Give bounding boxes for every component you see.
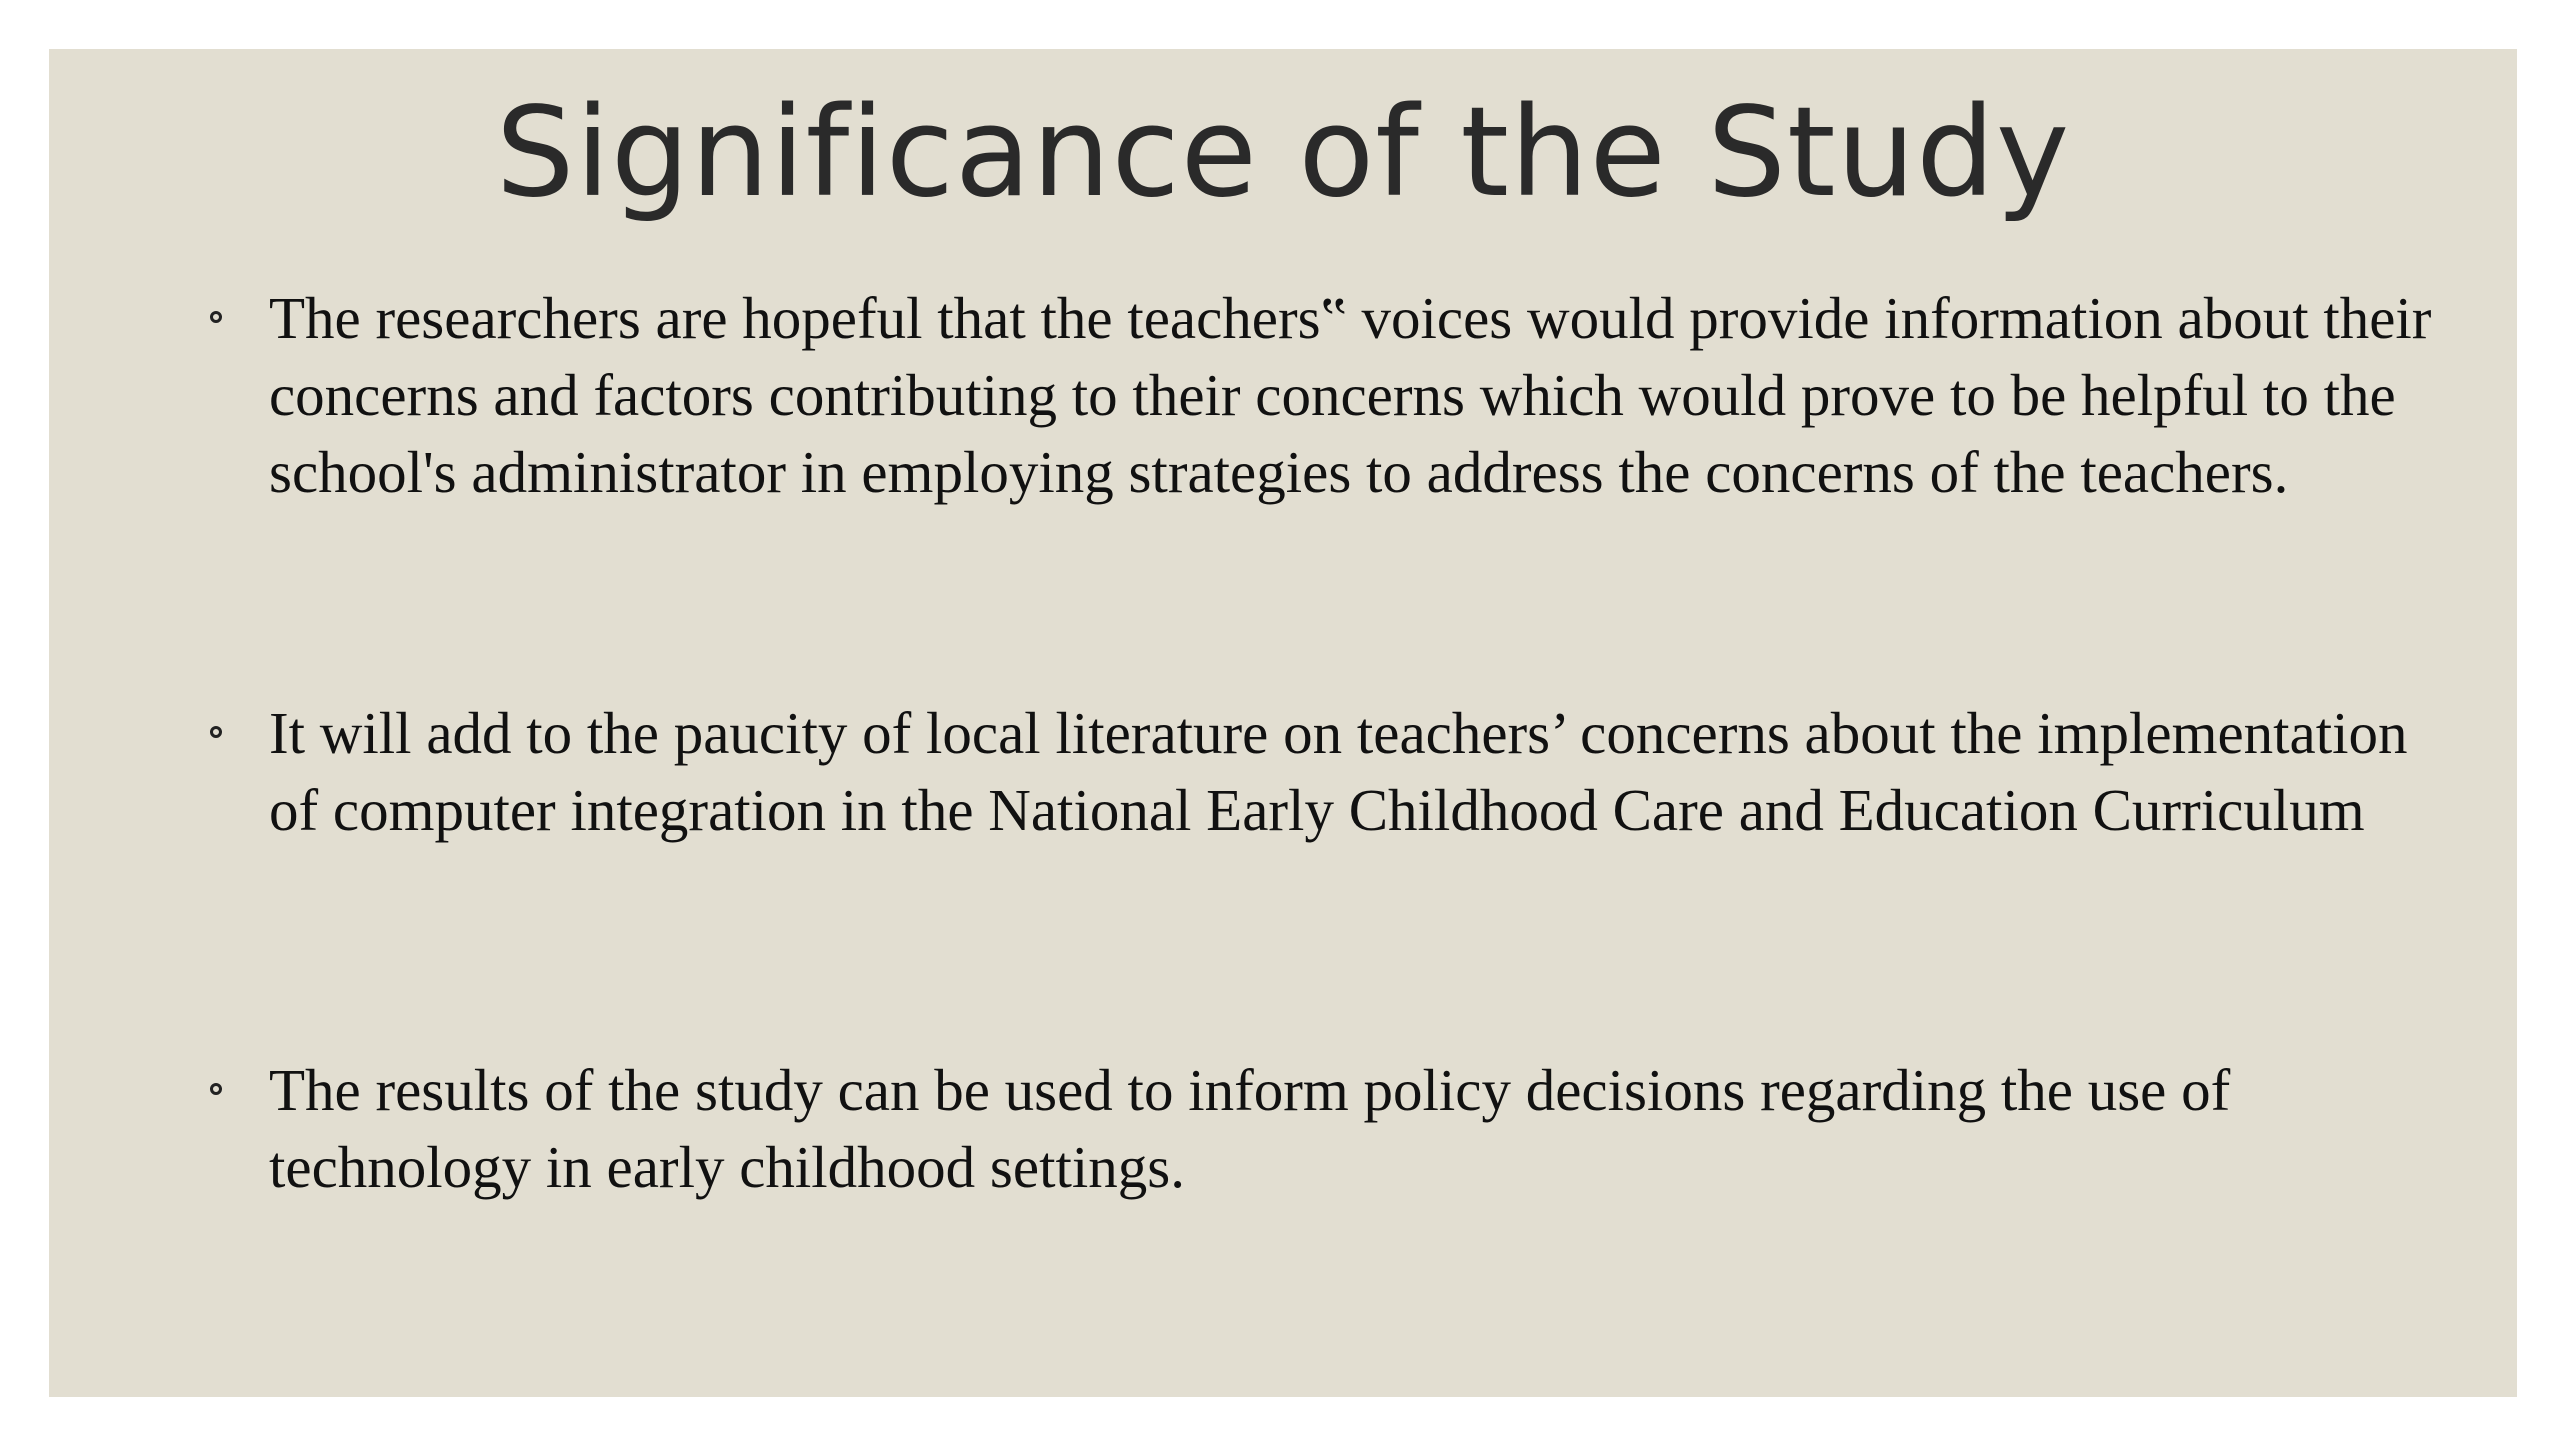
bullet-text: The researchers are hopeful that the teachers‟ voices would provide information about their concerns and factors contributing to their concerns which would prove to be helpful to the school's administrator in employing strategies to address the concerns of the teachers. bbox=[269, 285, 2432, 505]
bullet-item bbox=[219, 280, 2449, 511]
bullet-text: It will add to the paucity of local literature on teachers’ concerns about the implementation of computer integration in the National Early Childhood Care and Education Curriculum bbox=[269, 700, 2408, 843]
bullet-circle-icon bbox=[210, 726, 222, 738]
bullet-list bbox=[49, 49, 2517, 1397]
slide-title: Significance of the Study bbox=[495, 81, 2071, 225]
bullet-item bbox=[219, 695, 2449, 849]
bullet-item bbox=[219, 1052, 2449, 1206]
bullet-text: The results of the study can be used to inform policy decisions regarding the use of technology in early childhood settings. bbox=[269, 1057, 2231, 1200]
bullet-circle-icon bbox=[210, 311, 222, 323]
slide bbox=[49, 49, 2517, 1397]
bullet-circle-icon bbox=[210, 1083, 222, 1095]
